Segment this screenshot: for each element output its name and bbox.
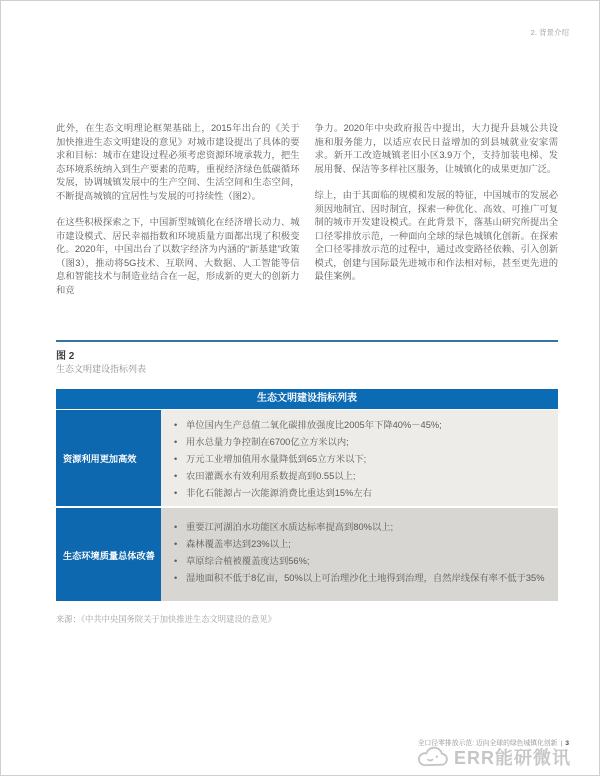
table-title: 生态文明建设指标列表 — [56, 389, 558, 409]
section-header: 2. 背景介绍 — [530, 28, 569, 37]
right-column — [315, 122, 559, 310]
figure-caption: 生态文明建设指标列表 — [56, 364, 147, 374]
left-column — [56, 122, 300, 310]
figure-divider-rule — [56, 340, 558, 342]
footer-separator: | — [560, 740, 563, 747]
indicator-item: • 湿地面积不低于8亿亩，50%以上可治理沙化土地得到治理，自然岸线保有率不低于35% — [173, 570, 544, 587]
indicator-list — [173, 417, 544, 502]
table-row — [56, 410, 558, 506]
indicator-item: • 单位国内生产总值二氧化碳排放强度比2005年下降40%－45%; — [173, 417, 544, 434]
watermark — [416, 744, 571, 770]
paragraph: 争力。2020年中央政府报告中提出，大力提升县城公共设施和服务能力，以适应农民日益增加的到县城就业安家需求。新开工改造城镇老旧小区3.9万个，支持加装电梯、发展用餐、保洁等多样社区服务，让城镇化的成果更加广泛。 — [314, 123, 558, 174]
table-row — [56, 508, 558, 601]
row-content — [161, 410, 558, 506]
cloud-logo-icon — [416, 745, 450, 770]
paragraph: 此外，在生态文明理论框架基础上，2015年出台的《关于加快推进生态文明建设的意见》对城市建设提出了具体的要求和目标：城市在建设过程必须考虑资源环境承载力，把生态环境系统纳入到生产要素的范畴，重视经济绿色低碳循环发展，协调城镇发展中的生产空间、生活空间和生态空间，不断提高城镇的宜居性与发展的可持续性（图2）。 — [56, 123, 300, 201]
article-body — [56, 122, 558, 310]
indicator-item: • 农田灌溉水有效利用系数提高到0.55以上; — [173, 468, 544, 485]
row-content — [161, 508, 558, 601]
row-label: 生态环境质量总体改善 — [56, 508, 161, 601]
paragraph: 在这些积极探索之下，中国新型城镇化在经济增长动力、城市建设模式、居民幸福指数和环境质量方面都出现了积极变化。2020年，中国出台了以数字经济为内涵的“新基建”政策（图3），推动将5G技术、互联网、大数据、人工智能等信息和智能技术与制造业结合在一起，形成新的更大的创新力和竞 — [56, 217, 300, 295]
indicator-item: • 用水总量力争控制在6700亿立方米以内; — [173, 434, 544, 451]
table-source-note: 来源：《中共中央国务院关于加快推进生态文明建设的意见》 — [56, 614, 276, 624]
indicator-table — [56, 389, 558, 601]
row-label: 资源利用更加高效 — [56, 410, 161, 506]
watermark-text: ERR能研微讯 — [453, 748, 571, 768]
indicator-item: • 万元工业增加值用水量降低到65立方米以下; — [173, 451, 544, 468]
indicator-list — [173, 519, 544, 587]
paragraph: 综上，由于其面临的规模和发展的特征，中国城市的发展必须因地制宜、因时制宜，探索一种优化、高效、可推广可复制的城市开发建设模式。在此背景下，落基山研究所提出全口径零排放示范，一种面向全球的绿色城镇化创新。在探索全口径零排放示范的过程中，通过改变路径依赖、引入创新模式，创建与国际最先进城市和作法相对标，甚至更先进的最佳案例。 — [314, 190, 558, 281]
indicator-item: • 重要江河湖泊水功能区水质达标率提高到80%以上; — [173, 519, 544, 536]
footer-page-number: 3 — [565, 740, 569, 747]
footer-doc-title: 全口径零排放示范: 迈向全球的绿色城镇化创新 — [417, 740, 558, 747]
figure-label: 图 2 — [56, 351, 75, 362]
indicator-item: • 草原综合植被覆盖度达到56%; — [173, 553, 544, 570]
indicator-item: • 森林覆盖率达到23%以上; — [173, 536, 544, 553]
indicator-item: • 非化石能源占一次能源消费比重达到15%左右 — [173, 485, 544, 502]
